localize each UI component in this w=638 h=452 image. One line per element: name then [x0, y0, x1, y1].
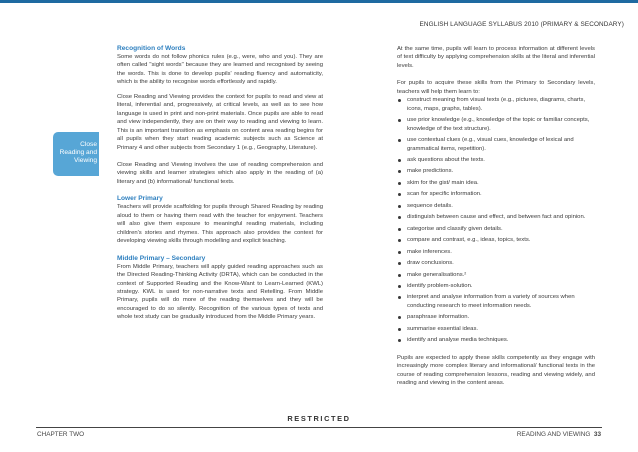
section-tab-line-3: Viewing	[74, 157, 97, 164]
list-item: make inferences.	[397, 248, 595, 256]
paragraph-recognition: Some words do not follow phonics rules (e.g., were, who and you). They are often called "sight words" because they are learned and recognised by seeing the words. This is done to develop pupils' reading fluency and automaticity, which is the ability to recognise words effortlessly and rapidly.	[117, 54, 323, 86]
footer-chapter: CHAPTER TWO	[37, 431, 85, 438]
list-item: make predictions.	[397, 167, 595, 175]
paragraph-closing: Pupils are expected to apply these skills competently as they engage with increasingly more complex literary and informational/ functional texts in the course of reading comprehension lessons, reading and viewing widely, and reading and viewing in the content areas.	[397, 354, 595, 387]
section-tab	[53, 132, 99, 176]
paragraph-middle-primary: From Middle Primary, teachers will apply guided reading approaches such as the Directed Reading-Thinking Activity (DRTA), which can be conducted in the context of Supported Reading and the Know-Want to Learn-Learned (KWL) strategy. KWL is used for non-narrative texts and Retelling. From Middle Primary, pupils will do more of the reading themselves and they will be encouraged to do so silently. Recognition of the various types of texts and whole text study can be gradually introduced from the Middle Primary years.	[117, 263, 323, 321]
list-item: compare and contrast, e.g., ideas, topics, texts.	[397, 236, 595, 244]
paragraph-close-reading-2: Close Reading and Viewing involves the use of reading comprehension and viewing skills and learner strategies which also apply in the reading of (a) literary and (b) informational/ functional texts.	[117, 161, 323, 185]
heading-recognition-of-words: Recognition of Words	[117, 45, 186, 52]
section-tab-line-2: Reading and	[59, 149, 97, 156]
running-head: ENGLISH LANGUAGE SYLLABUS 2010 (PRIMARY & SECONDARY)	[419, 21, 624, 28]
skills-list	[397, 96, 595, 344]
list-item: categorise and classify given details.	[397, 225, 595, 233]
paragraph-skills-intro: For pupils to acquire these skills from the Primary to Secondary levels, teachers will help them learn to:	[397, 80, 595, 95]
heading-middle-primary: Middle Primary – Secondary	[117, 254, 206, 262]
paragraph-lower-primary: Teachers will provide scaffolding for pupils through Shared Reading by reading aloud to them or having them read with the teacher for enjoyment. Teachers will also give them exposure to meaningful reading materials, including children's stories and rhymes. This approach also provides the context for developing viewing skills through modelling and explicit teaching.	[117, 204, 323, 245]
list-item: identify and analyse media techniques.	[397, 336, 595, 344]
list-item: interpret and analyse information from a variety of sources when conducting research to meet information needs.	[397, 293, 595, 310]
page-number: 33	[593, 431, 601, 438]
paragraph-intro: At the same time, pupils will learn to process information at different levels of text difficulty by applying comprehension skills at the literal and inferential levels.	[397, 46, 595, 69]
list-item: use prior knowledge (e.g., knowledge of the topic or familiar concepts, knowledge of the text structure).	[397, 116, 595, 133]
list-item: construct meaning from visual texts (e.g., pictures, diagrams, charts, icons, maps, graphs, tables).	[397, 96, 595, 113]
list-item: paraphrase information.	[397, 313, 595, 321]
header-rule	[0, 0, 638, 3]
list-item: use contextual clues (e.g., visual cues, knowledge of lexical and grammatical items, repetition).	[397, 136, 595, 153]
list-item: identify problem-solution.	[397, 282, 595, 290]
list-item: skim for the gist/ main idea.	[397, 179, 595, 187]
footer-rule	[36, 427, 602, 428]
restricted-label: RESTRICTED	[287, 414, 351, 423]
list-item: ask questions about the texts.	[397, 156, 595, 164]
list-item: make generalisations.²	[397, 271, 595, 279]
list-item: distinguish between cause and effect, and between fact and opinion.	[397, 213, 595, 221]
list-item: sequence details.	[397, 202, 595, 210]
heading-lower-primary: Lower Primary	[117, 195, 163, 203]
list-item: scan for specific information.	[397, 190, 595, 198]
section-tab-line-1: Close	[80, 141, 97, 148]
footer-section	[517, 431, 601, 438]
list-item: draw conclusions.	[397, 259, 595, 267]
footer-section-title: READING AND VIEWING	[516, 431, 591, 438]
right-column	[397, 45, 595, 388]
list-item: summarise essential ideas.	[397, 325, 595, 333]
left-column	[117, 45, 323, 322]
paragraph-close-reading-1: Close Reading and Viewing provides the context for pupils to read and view at literal, inferential and, progressively, at critical levels, as well as to see how language is used in print and non-print materials. Once pupils are able to read and view independently, they are on their way to reading and viewing to learn. This is an important transition as emphasis on content area reading begins for all pupils when they start reading academic subjects such as Science at Primary 4 and other subjects from Secondary 1 (e.g., Geography, Literature).	[117, 93, 323, 151]
